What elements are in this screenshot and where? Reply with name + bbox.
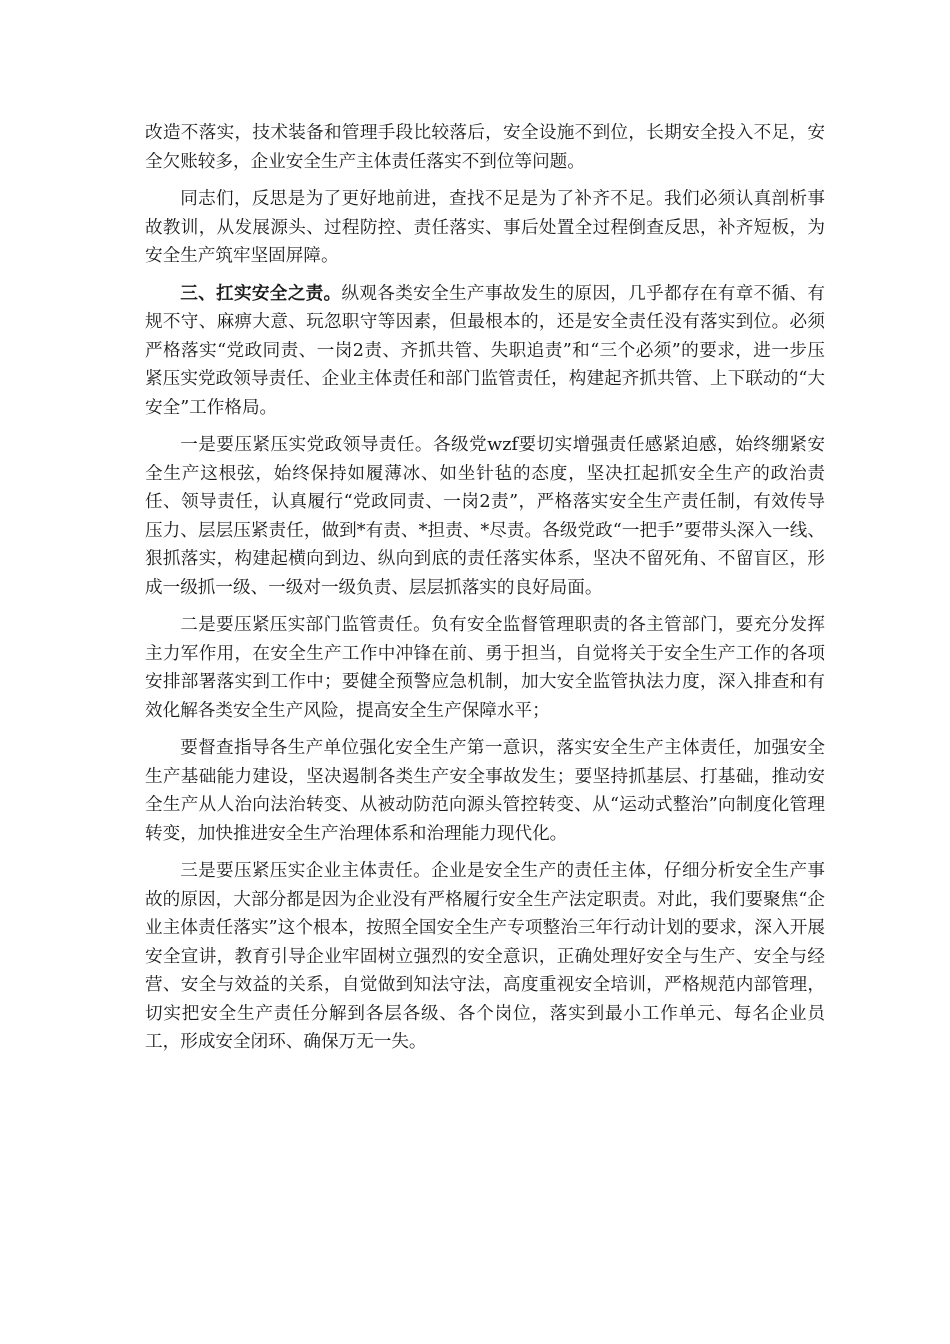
paragraph-6-text: 要督查指导各生产单位强化安全生产第一意识，落实安全生产主体责任，加强安全生产基础能力建设，坚决遏制各类生产安全事故发生；要坚持抓基层、打基础，推动安全生产从人治向法治转变、从被动防范向源头管控转变、从“运动式整治”向制度化管理转变，加快推进安全生产治理体系和治理能力现代化。 [145,738,825,844]
paragraph-1-text: 改造不落实，技术装备和管理手段比较落后，安全设施不到位，长期安全投入不足，安全欠账较多，企业安全生产主体责任落实不到位等问题。 [145,123,825,172]
paragraph-2-text: 同志们，反思是为了更好地前进，查找不足是为了补齐不足。我们必须认真剖析事故教训，从发展源头、过程防控、责任落实、事后处置全过程倒查反思，补齐短板，为安全生产筑牢坚固屏障。 [145,189,825,266]
paragraph-3 [145,280,825,423]
paragraph-7-text: 三是要压紧压实企业主体责任。企业是安全生产的责任主体，仔细分析安全生产事故的原因，大部分都是因为企业没有严格履行安全生产法定职责。对此，我们要聚焦“企业主体责任落实”这个根本，按照全国安全生产专项整治三年行动计划的要求，深入开展安全宣讲，教育引导企业牢固树立强烈的安全意识，正确处理好安全与生产、安全与经营、安全与效益的关系，自觉做到知法守法，高度重视安全培训，严格规范内部管理，切实把安全生产责任分解到各层各级、各个岗位，落实到最小工作单元、每名企业员工，形成安全闭环、确保万无一失。 [145,861,825,1052]
paragraph-4 [145,431,825,602]
section-heading: 三、扛实安全之责。 [180,282,342,304]
paragraph-1 [145,119,825,176]
paragraph-2 [145,185,825,271]
paragraph-7 [145,857,825,1057]
paragraph-6 [145,734,825,848]
paragraph-3-text: 纵观各类安全生产事故发生的原因，几乎都存在有章不循、有规不守、麻痹大意、玩忽职守等因素，但最根本的，还是安全责任没有落实到位。必须严格落实“党政同责、一岗2责、齐抓共管、失职追责”和“三个必须”的要求，进一步压紧压实党政领导责任、企业主体责任和部门监管责任，构建起齐抓共管、上下联动的“大安全”工作格局。 [145,283,825,418]
paragraph-5-text: 二是要压紧压实部门监管责任。负有安全监督管理职责的各主管部门，要充分发挥主力军作用，在安全生产工作中冲锋在前、勇于担当，自觉将关于安全生产工作的各项安排部署落实到工作中；要健全预警应急机制，加大安全监管执法力度，深入排查和有效化解各类安全生产风险，提高安全生产保障水平； [145,615,825,721]
paragraph-4-text: 一是要压紧压实党政领导责任。各级党wzf要切实增强责任感紧迫感，始终绷紧安全生产这根弦，始终保持如履薄冰、如坐针毡的态度，坚决扛起抓安全生产的政治责任、领导责任，认真履行“党政同责、一岗2责”，严格落实安全生产责任制，有效传导压力、层层压紧责任，做到*有责、*担责、*尽责。各级党政“一把手”要带头深入一线、狠抓落实，构建起横向到边、纵向到底的责任落实体系，坚决不留死角、不留盲区，形成一级抓一级、一级对一级负责、层层抓落实的良好局面。 [145,435,825,598]
paragraph-5 [145,611,825,725]
document-body [145,119,825,1066]
